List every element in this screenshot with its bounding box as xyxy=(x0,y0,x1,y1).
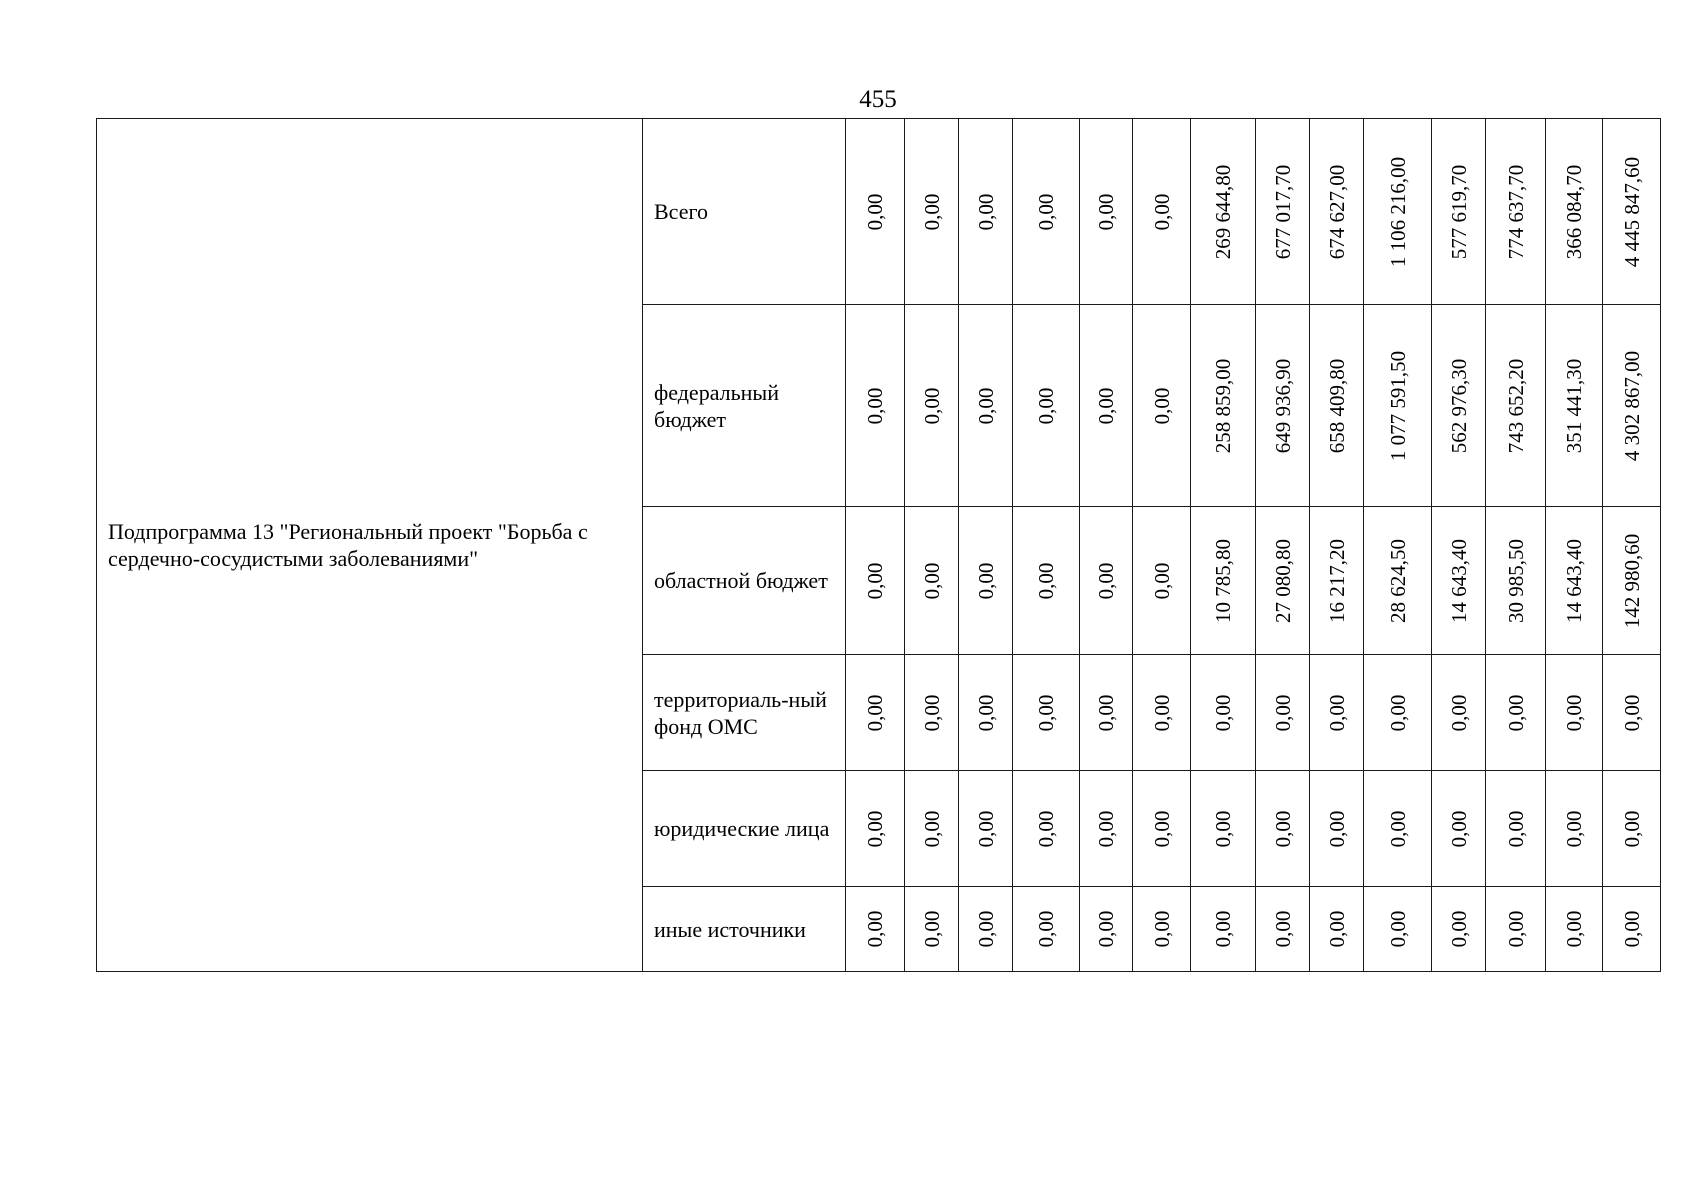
funding-source-cell: Всего xyxy=(643,119,846,305)
value-text: 0,00 xyxy=(1446,810,1471,847)
value-cell xyxy=(1364,119,1432,305)
value-text: 10 785,80 xyxy=(1211,538,1235,623)
value-text: 0,00 xyxy=(919,694,944,731)
funding-source-cell: территориаль-ный фонд ОМС xyxy=(643,655,846,771)
value-cell xyxy=(846,507,905,655)
value-text: 0,00 xyxy=(863,810,887,847)
value-text: 0,00 xyxy=(1270,694,1295,731)
value-cell xyxy=(1080,507,1133,655)
value-text: 0,00 xyxy=(1385,694,1410,731)
program-name-cell: Подпрограмма 13 "Региональный проект "Борьба с сердечно-сосудистыми заболеваниями" xyxy=(97,119,643,972)
value-cell xyxy=(1432,119,1486,305)
value-cell xyxy=(1191,655,1256,771)
value-text: 0,00 xyxy=(1034,193,1058,230)
value-cell xyxy=(1432,771,1486,887)
value-cell xyxy=(846,305,905,507)
value-cell xyxy=(1546,305,1603,507)
value-text: 0,00 xyxy=(919,562,944,599)
value-cell xyxy=(1486,887,1546,972)
value-cell xyxy=(1133,887,1191,972)
value-text: 0,00 xyxy=(973,810,998,847)
value-text: 743 652,20 xyxy=(1503,358,1528,453)
value-cell xyxy=(1080,119,1133,305)
value-cell xyxy=(1603,507,1661,655)
value-cell xyxy=(1310,507,1364,655)
value-cell xyxy=(1486,655,1546,771)
value-cell xyxy=(1546,119,1603,305)
value-cell xyxy=(905,655,959,771)
value-text: 0,00 xyxy=(919,387,944,424)
value-text: 0,00 xyxy=(1446,694,1471,731)
value-cell xyxy=(1191,305,1256,507)
value-cell xyxy=(1310,119,1364,305)
value-text: 28 624,50 xyxy=(1385,538,1410,623)
value-text: 0,00 xyxy=(1324,810,1349,847)
value-cell xyxy=(905,887,959,972)
value-cell xyxy=(1603,771,1661,887)
value-text: 0,00 xyxy=(1270,910,1295,948)
value-cell xyxy=(846,119,905,305)
value-cell xyxy=(1133,119,1191,305)
value-cell xyxy=(1013,507,1080,655)
value-text: 0,00 xyxy=(1094,562,1118,599)
value-cell xyxy=(1603,655,1661,771)
value-cell xyxy=(1364,507,1432,655)
value-text: 0,00 xyxy=(1619,694,1644,731)
value-cell xyxy=(1432,655,1486,771)
funding-source-cell: иные источники xyxy=(643,887,846,972)
funding-source-cell: юридические лица xyxy=(643,771,846,887)
value-cell xyxy=(1310,887,1364,972)
value-cell xyxy=(959,887,1013,972)
value-text: 0,00 xyxy=(1385,810,1410,847)
value-text: 0,00 xyxy=(973,562,998,599)
value-cell xyxy=(1364,655,1432,771)
value-text: 269 644,80 xyxy=(1211,164,1235,259)
value-text: 0,00 xyxy=(863,694,887,731)
value-cell xyxy=(1133,305,1191,507)
value-text: 0,00 xyxy=(1149,910,1174,948)
value-cell xyxy=(1603,887,1661,972)
funding-source-cell: федеральный бюджет xyxy=(643,305,846,507)
value-cell xyxy=(1310,305,1364,507)
value-text: 577 619,70 xyxy=(1446,164,1471,259)
value-text: 366 084,70 xyxy=(1562,164,1586,259)
value-cell xyxy=(1364,771,1432,887)
value-cell xyxy=(1080,305,1133,507)
value-text: 0,00 xyxy=(1094,387,1118,424)
value-text: 27 080,80 xyxy=(1270,538,1295,623)
value-text: 677 017,70 xyxy=(1270,164,1295,259)
value-cell xyxy=(959,771,1013,887)
value-cell xyxy=(1013,305,1080,507)
value-cell xyxy=(1256,305,1310,507)
value-text: 0,00 xyxy=(1562,694,1586,731)
value-cell xyxy=(1603,305,1661,507)
value-text: 30 985,50 xyxy=(1503,538,1528,623)
value-text: 562 976,30 xyxy=(1446,358,1471,453)
value-text: 0,00 xyxy=(1094,910,1118,948)
value-cell xyxy=(1546,771,1603,887)
value-cell xyxy=(1364,887,1432,972)
value-text: 0,00 xyxy=(1149,193,1174,230)
value-cell xyxy=(846,655,905,771)
value-text: 0,00 xyxy=(973,193,998,230)
value-cell xyxy=(959,119,1013,305)
value-text: 4 445 847,60 xyxy=(1619,156,1644,267)
value-text: 0,00 xyxy=(1385,910,1410,948)
value-cell xyxy=(1133,655,1191,771)
value-text: 0,00 xyxy=(1149,387,1174,424)
value-cell xyxy=(1256,887,1310,972)
value-text: 0,00 xyxy=(1034,810,1058,847)
value-cell xyxy=(1364,305,1432,507)
value-text: 0,00 xyxy=(919,193,944,230)
value-cell xyxy=(1310,771,1364,887)
value-text: 142 980,60 xyxy=(1619,533,1644,628)
value-text: 0,00 xyxy=(863,387,887,424)
value-cell xyxy=(1256,507,1310,655)
value-text: 0,00 xyxy=(973,910,998,948)
value-text: 0,00 xyxy=(1619,810,1644,847)
value-cell xyxy=(1191,507,1256,655)
value-text: 774 637,70 xyxy=(1503,164,1528,259)
value-text: 0,00 xyxy=(1034,562,1058,599)
value-cell xyxy=(1432,507,1486,655)
value-cell xyxy=(1486,771,1546,887)
value-text: 0,00 xyxy=(863,562,887,599)
value-text: 0,00 xyxy=(1149,810,1174,847)
funding-table xyxy=(96,118,1661,972)
value-cell xyxy=(1133,507,1191,655)
table-row xyxy=(97,119,1661,305)
value-cell xyxy=(905,119,959,305)
value-text: 0,00 xyxy=(1149,562,1174,599)
value-cell xyxy=(1013,655,1080,771)
value-cell xyxy=(846,771,905,887)
value-cell xyxy=(1546,887,1603,972)
value-text: 0,00 xyxy=(1094,193,1118,230)
value-text: 0,00 xyxy=(919,910,944,948)
value-text: 0,00 xyxy=(1503,810,1528,847)
value-cell xyxy=(1191,771,1256,887)
value-cell xyxy=(1133,771,1191,887)
value-cell xyxy=(1432,887,1486,972)
value-cell xyxy=(1256,655,1310,771)
funding-source-cell: областной бюджет xyxy=(643,507,846,655)
value-cell xyxy=(1432,305,1486,507)
value-text: 14 643,40 xyxy=(1562,538,1586,623)
value-text: 14 643,40 xyxy=(1446,538,1471,623)
value-cell xyxy=(846,887,905,972)
value-cell xyxy=(905,305,959,507)
value-cell xyxy=(1191,887,1256,972)
page-number: 455 xyxy=(859,86,897,113)
value-text: 1 077 591,50 xyxy=(1385,350,1410,461)
value-text: 0,00 xyxy=(1324,910,1349,948)
value-text: 0,00 xyxy=(863,193,887,230)
value-text: 0,00 xyxy=(1034,387,1058,424)
value-text: 0,00 xyxy=(1211,810,1235,847)
value-text: 351 441,30 xyxy=(1562,358,1586,453)
value-text: 0,00 xyxy=(1270,810,1295,847)
value-text: 0,00 xyxy=(1211,910,1235,948)
value-text: 0,00 xyxy=(1149,694,1174,731)
value-text: 0,00 xyxy=(1094,810,1118,847)
value-text: 0,00 xyxy=(1562,810,1586,847)
value-text: 0,00 xyxy=(1503,694,1528,731)
value-text: 0,00 xyxy=(863,910,887,948)
value-cell xyxy=(1486,119,1546,305)
value-cell xyxy=(959,305,1013,507)
value-text: 4 302 867,00 xyxy=(1619,350,1644,461)
value-cell xyxy=(1310,655,1364,771)
value-cell xyxy=(1486,305,1546,507)
value-text: 1 106 216,00 xyxy=(1385,156,1410,267)
value-cell xyxy=(1013,887,1080,972)
value-cell xyxy=(1013,771,1080,887)
value-text: 0,00 xyxy=(973,387,998,424)
value-cell xyxy=(1080,887,1133,972)
value-text: 0,00 xyxy=(1562,910,1586,948)
value-cell xyxy=(959,655,1013,771)
value-text: 0,00 xyxy=(1619,910,1644,948)
value-cell xyxy=(1013,119,1080,305)
value-text: 258 859,00 xyxy=(1211,358,1235,453)
value-text: 0,00 xyxy=(1094,694,1118,731)
value-cell xyxy=(1546,507,1603,655)
value-cell xyxy=(905,507,959,655)
value-cell xyxy=(1080,655,1133,771)
value-text: 0,00 xyxy=(1324,694,1349,731)
value-text: 0,00 xyxy=(1034,910,1058,948)
value-cell xyxy=(1256,771,1310,887)
value-cell xyxy=(1546,655,1603,771)
value-text: 0,00 xyxy=(1503,910,1528,948)
value-cell xyxy=(1191,119,1256,305)
value-cell xyxy=(959,507,1013,655)
value-text: 0,00 xyxy=(1211,694,1235,731)
value-cell xyxy=(1080,771,1133,887)
value-text: 0,00 xyxy=(1446,910,1471,948)
value-text: 0,00 xyxy=(1034,694,1058,731)
value-text: 658 409,80 xyxy=(1324,358,1349,453)
value-cell xyxy=(905,771,959,887)
value-cell xyxy=(1486,507,1546,655)
value-text: 16 217,20 xyxy=(1324,538,1349,623)
value-text: 674 627,00 xyxy=(1324,164,1349,259)
value-cell xyxy=(1256,119,1310,305)
value-cell xyxy=(1603,119,1661,305)
value-text: 0,00 xyxy=(919,810,944,847)
value-text: 649 936,90 xyxy=(1270,358,1295,453)
value-text: 0,00 xyxy=(973,694,998,731)
